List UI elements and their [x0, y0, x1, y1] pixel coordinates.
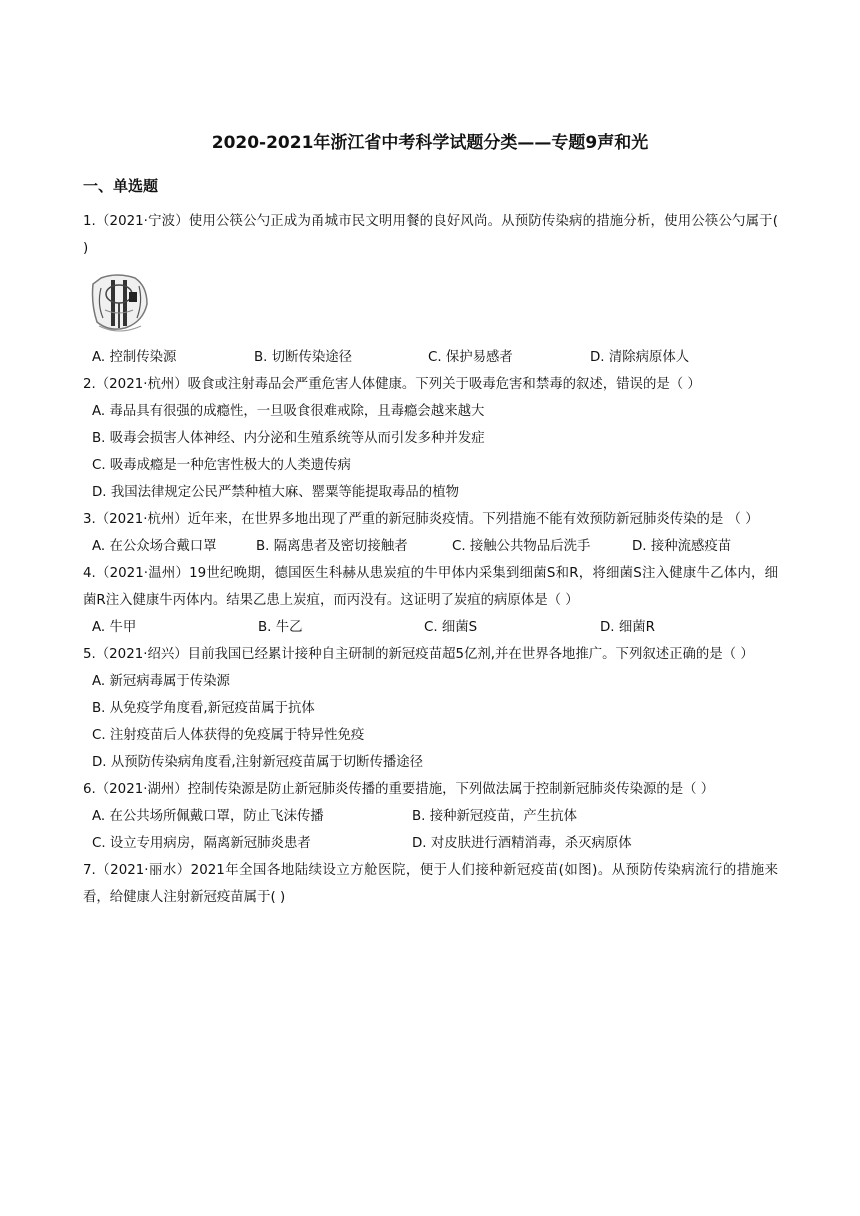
q1-option-c[interactable]: C. 保护易感者: [428, 350, 513, 365]
question-7-stem: 7.（2021·丽水）2021年全国各地陆续设立方舱医院，便于人们接种新冠疫苗(如图)。从预防传染病流行的措施来看，给健康人注射新冠疫苗属于( ): [83, 863, 778, 905]
question-6-options-row-1: [83, 803, 778, 830]
q6-option-c[interactable]: C. 设立专用病房，隔离新冠肺炎患者: [92, 836, 311, 851]
question-6-stem: 6.（2021·湖州）控制传染源是防止新冠肺炎传播的重要措施，下列做法属于控制新冠肺炎传染源的是（ ）: [83, 782, 715, 797]
question-1-options: [83, 344, 778, 371]
question-4-options: [83, 614, 778, 641]
q5-option-a[interactable]: A. 新冠病毒属于传染源: [92, 674, 230, 689]
q6-option-a[interactable]: A. 在公共场所佩戴口罩，防止飞沫传播: [92, 809, 324, 824]
question-3-stem: 3.（2021·杭州）近年来，在世界多地出现了严重的新冠肺炎疫情。下列措施不能有效预防新冠肺炎传染的是 （ ）: [83, 512, 759, 527]
q5-option-d[interactable]: D. 从预防传染病角度看,注射新冠疫苗属于切断传播途径: [92, 755, 424, 770]
q3-option-c[interactable]: C. 接触公共物品后洗手: [452, 539, 591, 554]
q1-option-a[interactable]: A. 控制传染源: [92, 350, 177, 365]
question-5-stem: 5.（2021·绍兴）目前我国已经累计接种自主研制的新冠疫苗超5亿剂,并在世界各地推广。下列叙述正确的是（ ）: [83, 647, 754, 662]
question-list: [83, 208, 778, 911]
q6-option-d[interactable]: D. 对皮肤进行酒精消毒，杀灭病原体: [412, 836, 632, 851]
page-title: 2020-2021年浙江省中考科学试题分类——专题9声和光: [211, 133, 649, 153]
question-1-stem: 1.（2021·宁波）使用公筷公勺正成为甬城市民文明用餐的良好风尚。从预防传染病的措施分析，使用公筷公勺属于( ): [83, 214, 778, 256]
q5-option-b[interactable]: B. 从免疫学角度看,新冠疫苗属于抗体: [92, 701, 315, 716]
q4-option-c[interactable]: C. 细菌S: [424, 620, 478, 635]
section-heading: 一、单选题: [83, 177, 159, 195]
q4-option-a[interactable]: A. 牛甲: [92, 620, 137, 635]
q2-option-c[interactable]: C. 吸毒成瘾是一种危害性极大的人类遗传病: [92, 458, 351, 473]
q4-option-d[interactable]: D. 细菌R: [600, 620, 655, 635]
q2-option-a[interactable]: A. 毒品具有很强的成瘾性，一旦吸食很难戒除，且毒瘾会越来越大: [92, 404, 485, 419]
q3-option-a[interactable]: A. 在公众场合戴口罩: [92, 539, 217, 554]
question-3-options: [83, 533, 778, 560]
public-chopsticks-figure: [89, 270, 151, 338]
q5-option-c[interactable]: C. 注射疫苗后人体获得的免疫属于特异性免疫: [92, 728, 365, 743]
q4-option-b[interactable]: B. 牛乙: [258, 620, 303, 635]
q3-option-d[interactable]: D. 接种流感疫苗: [632, 539, 732, 554]
q2-option-b[interactable]: B. 吸毒会损害人体神经、内分泌和生殖系统等从而引发多种并发症: [92, 431, 485, 446]
q1-option-b[interactable]: B. 切断传染途径: [254, 350, 353, 365]
q3-option-b[interactable]: B. 隔离患者及密切接触者: [256, 539, 408, 554]
question-2-stem: 2.（2021·杭州）吸食或注射毒品会严重危害人体健康。下列关于吸毒危害和禁毒的叙述，错误的是（ ）: [83, 377, 701, 392]
q2-option-d[interactable]: D. 我国法律规定公民严禁种植大麻、罂粟等能提取毒品的植物: [92, 485, 459, 500]
public-chopsticks-image: [89, 270, 151, 338]
q6-option-b[interactable]: B. 接种新冠疫苗，产生抗体: [412, 809, 577, 824]
q1-option-d[interactable]: D. 清除病原体人: [590, 350, 690, 365]
question-6-options-row-2: [83, 830, 778, 857]
question-4-stem: 4.（2021·温州）19世纪晚期，德国医生科赫从患炭疽的牛甲体内采集到细菌S和R，将细菌S注入健康牛乙体内，细菌R注入健康牛丙体内。结果乙患上炭疽，而丙没有。这证明了炭疽的病原体是（ ）: [83, 566, 778, 608]
